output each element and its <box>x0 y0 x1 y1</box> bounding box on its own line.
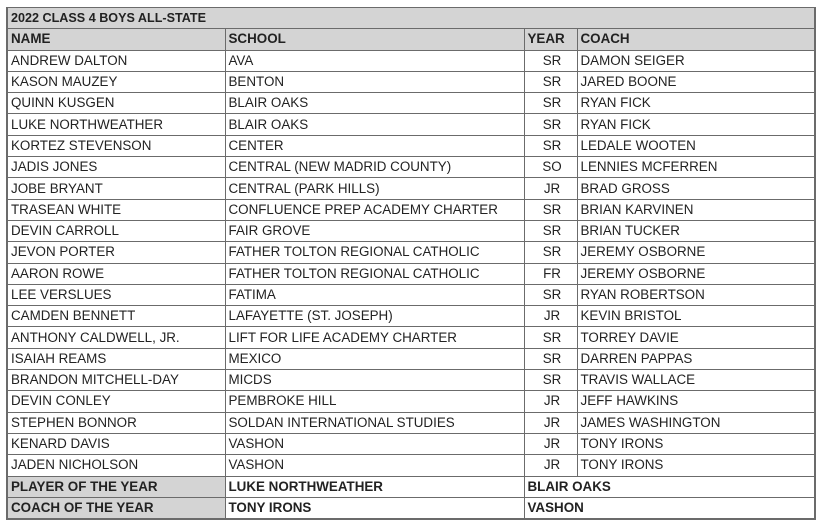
coach-name: LEDALE WOOTEN <box>577 135 815 156</box>
player-name: ANDREW DALTON <box>7 50 225 71</box>
table-row <box>7 306 815 327</box>
coach-name: BRAD GROSS <box>577 178 815 199</box>
title-row <box>7 8 815 29</box>
class-year: FR <box>524 263 577 284</box>
column-header-coach: COACH <box>577 29 815 50</box>
sheet-title: 2022 CLASS 4 BOYS ALL-STATE <box>7 8 815 29</box>
class-year: JR <box>524 455 577 476</box>
coach-name: JARED BOONE <box>577 71 815 92</box>
player-name: LEE VERSLUES <box>7 284 225 305</box>
school-name: MEXICO <box>225 348 524 369</box>
table-row <box>7 412 815 433</box>
class-year: SR <box>524 327 577 348</box>
school-name: AVA <box>225 50 524 71</box>
player-name: LUKE NORTHWEATHER <box>7 114 225 135</box>
table-row <box>7 391 815 412</box>
coach-name: JEREMY OSBORNE <box>577 242 815 263</box>
class-year: JR <box>524 391 577 412</box>
class-year: SR <box>524 50 577 71</box>
class-year: SR <box>524 242 577 263</box>
class-year: JR <box>524 412 577 433</box>
coach-of-the-year-row <box>7 497 815 519</box>
coach-of-the-year-school: VASHON <box>524 497 815 519</box>
table-row <box>7 263 815 284</box>
school-name: VASHON <box>225 455 524 476</box>
class-year: SR <box>524 348 577 369</box>
table-row <box>7 178 815 199</box>
school-name: VASHON <box>225 433 524 454</box>
class-year: SR <box>524 135 577 156</box>
class-year: SO <box>524 157 577 178</box>
table-row <box>7 135 815 156</box>
class-year: JR <box>524 433 577 454</box>
player-name: TRASEAN WHITE <box>7 199 225 220</box>
coach-name: RYAN FICK <box>577 93 815 114</box>
school-name: MICDS <box>225 370 524 391</box>
table-row <box>7 71 815 92</box>
player-name: ANTHONY CALDWELL, JR. <box>7 327 225 348</box>
table-row <box>7 348 815 369</box>
coach-name: JEFF HAWKINS <box>577 391 815 412</box>
coach-name: KEVIN BRISTOL <box>577 306 815 327</box>
coach-of-the-year-label: COACH OF THE YEAR <box>7 497 225 519</box>
school-name: BENTON <box>225 71 524 92</box>
school-name: LIFT FOR LIFE ACADEMY CHARTER <box>225 327 524 348</box>
player-name: ISAIAH REAMS <box>7 348 225 369</box>
header-row <box>7 29 815 50</box>
table-row <box>7 433 815 454</box>
player-of-the-year-label: PLAYER OF THE YEAR <box>7 476 225 497</box>
all-state-table <box>6 7 816 520</box>
class-year: SR <box>524 71 577 92</box>
player-name: JOBE BRYANT <box>7 178 225 199</box>
table-row <box>7 242 815 263</box>
player-name: JADEN NICHOLSON <box>7 455 225 476</box>
coach-of-the-year-name: TONY IRONS <box>225 497 524 519</box>
table-row <box>7 199 815 220</box>
school-name: FATIMA <box>225 284 524 305</box>
player-name: JADIS JONES <box>7 157 225 178</box>
table-row <box>7 284 815 305</box>
table-row <box>7 220 815 241</box>
table-row <box>7 327 815 348</box>
class-year: SR <box>524 370 577 391</box>
player-name: CAMDEN BENNETT <box>7 306 225 327</box>
class-year: SR <box>524 199 577 220</box>
school-name: CENTRAL (PARK HILLS) <box>225 178 524 199</box>
school-name: FATHER TOLTON REGIONAL CATHOLIC <box>225 263 524 284</box>
player-of-the-year-row <box>7 476 815 497</box>
class-year: SR <box>524 220 577 241</box>
class-year: SR <box>524 284 577 305</box>
coach-name: TONY IRONS <box>577 433 815 454</box>
coach-name: RYAN FICK <box>577 114 815 135</box>
coach-name: DAMON SEIGER <box>577 50 815 71</box>
coach-name: BRIAN KARVINEN <box>577 199 815 220</box>
coach-name: BRIAN TUCKER <box>577 220 815 241</box>
player-name: DEVIN CARROLL <box>7 220 225 241</box>
player-name: BRANDON MITCHELL-DAY <box>7 370 225 391</box>
class-year: JR <box>524 306 577 327</box>
coach-name: TRAVIS WALLACE <box>577 370 815 391</box>
coach-name: RYAN ROBERTSON <box>577 284 815 305</box>
table-row <box>7 50 815 71</box>
player-name: STEPHEN BONNOR <box>7 412 225 433</box>
column-header-name: NAME <box>7 29 225 50</box>
table-row <box>7 157 815 178</box>
school-name: PEMBROKE HILL <box>225 391 524 412</box>
table-row <box>7 370 815 391</box>
school-name: CENTRAL (NEW MADRID COUNTY) <box>225 157 524 178</box>
player-name: AARON ROWE <box>7 263 225 284</box>
class-year: SR <box>524 114 577 135</box>
class-year: SR <box>524 93 577 114</box>
table-row <box>7 455 815 476</box>
school-name: SOLDAN INTERNATIONAL STUDIES <box>225 412 524 433</box>
coach-name: TONY IRONS <box>577 455 815 476</box>
coach-name: DARREN PAPPAS <box>577 348 815 369</box>
player-name: JEVON PORTER <box>7 242 225 263</box>
column-header-year: YEAR <box>524 29 577 50</box>
class-year: JR <box>524 178 577 199</box>
school-name: FAIR GROVE <box>225 220 524 241</box>
player-name: QUINN KUSGEN <box>7 93 225 114</box>
player-name: DEVIN CONLEY <box>7 391 225 412</box>
player-of-the-year-school: BLAIR OAKS <box>524 476 815 497</box>
column-header-school: SCHOOL <box>225 29 524 50</box>
table-row <box>7 114 815 135</box>
player-name: KENARD DAVIS <box>7 433 225 454</box>
school-name: FATHER TOLTON REGIONAL CATHOLIC <box>225 242 524 263</box>
school-name: LAFAYETTE (ST. JOSEPH) <box>225 306 524 327</box>
school-name: CENTER <box>225 135 524 156</box>
player-name: KASON MAUZEY <box>7 71 225 92</box>
school-name: BLAIR OAKS <box>225 114 524 135</box>
coach-name: TORREY DAVIE <box>577 327 815 348</box>
school-name: CONFLUENCE PREP ACADEMY CHARTER <box>225 199 524 220</box>
table-row <box>7 93 815 114</box>
coach-name: LENNIES MCFERREN <box>577 157 815 178</box>
coach-name: JEREMY OSBORNE <box>577 263 815 284</box>
player-of-the-year-name: LUKE NORTHWEATHER <box>225 476 524 497</box>
coach-name: JAMES WASHINGTON <box>577 412 815 433</box>
player-name: KORTEZ STEVENSON <box>7 135 225 156</box>
school-name: BLAIR OAKS <box>225 93 524 114</box>
